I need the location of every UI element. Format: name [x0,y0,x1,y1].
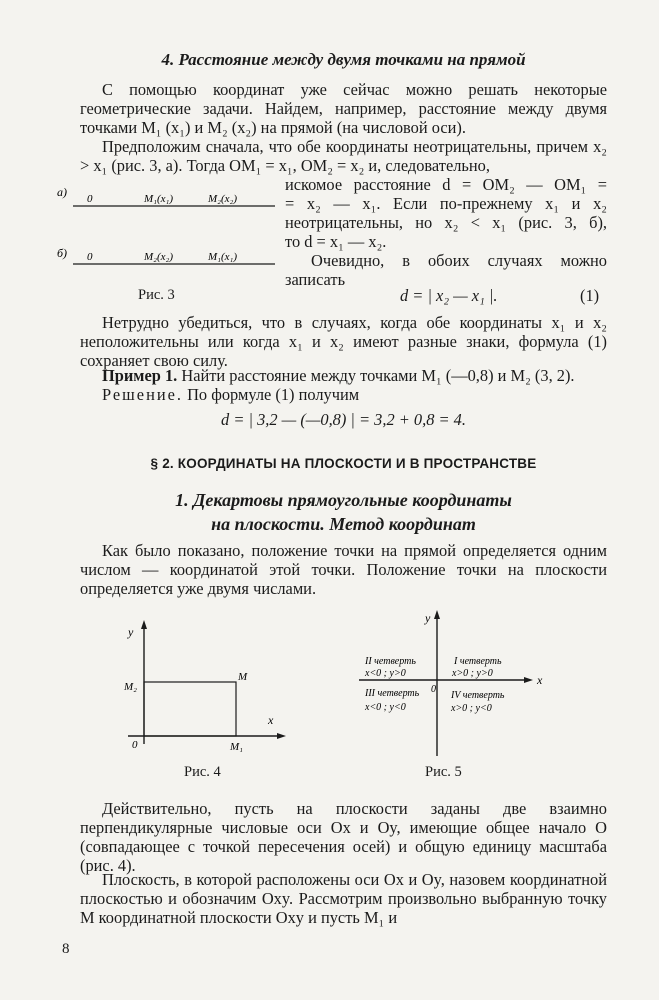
chapter-title: § 2. КООРДИНАТЫ НА ПЛОСКОСТИ И В ПРОСТРАНСТВЕ [150,456,537,471]
fig3-b-m2: M₂(x₂) [144,251,174,263]
page-number: 8 [62,941,70,957]
fig5-q2-cond: x<0 ; y>0 [365,668,406,679]
fig4-projection-rect [144,682,236,736]
fig3-a-m1: M₁(x₁) [144,193,174,205]
fig5-y-arrow [434,610,440,619]
fig5-q1-name: I четверть [454,656,502,667]
fig5-q4-name: IV четверть [451,690,505,701]
fig5-q2-name: II четверть [365,656,416,667]
paragraph-plane-intro: Как было показано, положение точки на прямой определяется одним числом — координатой этой точки. Положение точки на плоскости определяется уже двумя числами. [80,541,607,598]
subsection-title-line2: на плоскости. Метод координат [211,514,476,534]
example-1 [80,366,607,385]
paragraph-assumption: Предположим сначала, что обе координаты неотрицательны, причем x₂ > x₁ (рис. 3, а). Тогда OM₁ = x₁, OM₂ = x₂ и, следовательно, [80,137,607,175]
subsection-title-line1: 1. Декартовы прямоугольные координаты [175,490,512,510]
fig5-origin: 0 [431,684,436,695]
fig4-x-arrow [277,733,286,739]
paragraph-sign-cases: Нетрудно убедиться, что в случаях, когда обе координаты x₁ и x₂ неположительны или когда x₁ и x₂ имеют разные знаки, формула (1) сохраняет свою силу. [80,313,607,370]
figure-5 [355,608,555,760]
figure-4 [118,618,288,758]
text-line: = x₂ — x₁. Если по-прежнему x₁ и x₂ [285,194,607,213]
text-line: искомое расстояние d = OM₂ — OM₁ = [285,175,607,194]
fig5-q1-cond: x>0 ; y>0 [452,668,493,679]
text-line: неотрицательны, но x₂ < x₁ (рис. 3, б), [285,213,607,232]
fig5-y-label: y [425,611,431,625]
fig3-row-a-label: а) [57,185,67,199]
solution [80,385,607,404]
subsection-title [80,488,607,536]
example-label: Пример 1. [102,366,178,385]
paragraph-coordinate-plane: Плоскость, в которой расположены оси Ox и Oy, назовем координатной плоскостью и обозначим Oxy. Рассмотрим произвольно выбранную точку M координатной плоскости Oxy и пусть M₁ и [80,870,607,927]
text-line: записать [285,270,346,289]
fig5-caption: Рис. 5 [425,764,462,780]
fig4-y-label: y [128,625,134,639]
fig3-b-zero: 0 [87,251,93,263]
text-line: Очевидно, в обоих случаях можно [311,251,607,270]
text-line: то d = x₁ — x₂. [285,232,387,251]
fig3-caption: Рис. 3 [138,287,175,303]
fig5-q3-name: III четверть [365,688,420,699]
paragraph-intro: С помощью координат уже сейчас можно решать некоторые геометрические задачи. Найдем, например, расстояние между двумя точками M₁ (x₁) и M₂ (x₂) на прямой (на числовой оси). [80,80,607,137]
figure-3 [55,180,280,270]
fig4-x-label: x [268,713,274,727]
fig3-row-b-label: б) [57,246,68,260]
fig3-a-m2: M₂(x₂) [208,193,238,205]
fig5-q3-cond: x<0 ; y<0 [365,702,406,713]
fig4-m2: M₂ [124,681,137,693]
fig3-row-b [57,246,275,264]
fig4-m1: M₁ [230,741,243,753]
section-title: 4. Расстояние между двумя точками на прямой [161,50,526,69]
fig4-caption: Рис. 4 [184,764,221,780]
example-text: Найти расстояние между точками M₁ (—0,8) и M₂ (3, 2). [177,366,575,385]
formula-1: d = | x₂ — x₁ |. [400,286,498,305]
formula-1-number: (1) [580,286,600,305]
solution-label: Решение. [102,385,183,404]
fig4-origin: 0 [132,739,138,751]
fig5-x-arrow [524,677,533,683]
fig3-b-m1: M₁(x₁) [208,251,238,263]
formula-2: d = | 3,2 — (—0,8) | = 3,2 + 0,8 = 4. [221,410,466,429]
paragraph-axes: Действительно, пусть на плоскости заданы две взаимно перпендикулярные числовые оси Ox и Oy, имеющие общее начало O (совпадающее с точкой пересечения осей) и общую единицу масштаба (рис. 4). [80,799,607,875]
fig3-row-a [57,185,275,206]
fig5-q4-cond: x>0 ; y<0 [451,703,492,714]
solution-text: По формуле (1) получим [183,385,360,404]
paragraph-assumption-continued [285,175,607,289]
fig3-a-zero: 0 [87,193,93,205]
fig5-x-label: x [537,673,543,687]
fig4-m: M [238,671,248,683]
fig4-y-arrow [141,620,147,629]
